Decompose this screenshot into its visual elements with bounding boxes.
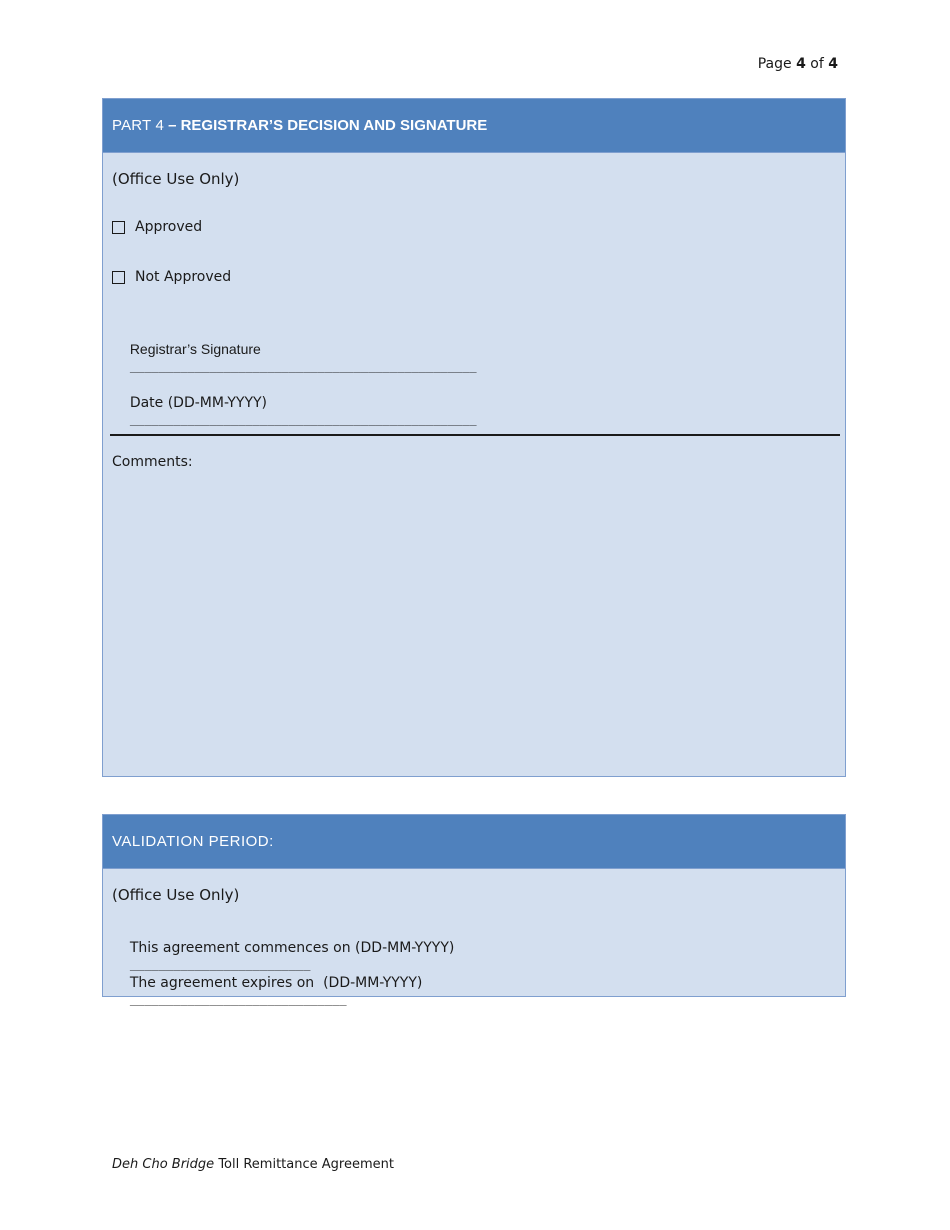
expires-field[interactable]: ______________________________: [129, 992, 347, 1006]
footer-title-italic: Deh Cho Bridge: [112, 1157, 215, 1172]
date-field[interactable]: ________________________________________________: [129, 412, 477, 426]
expires-row: [112, 959, 422, 1023]
comments-field[interactable]: [103, 474, 845, 776]
approved-label: Approved: [135, 219, 203, 235]
date-label: Date (DD-MM-YYYY): [129, 395, 268, 411]
footer-title-rest: Toll Remittance Agreement: [218, 1157, 394, 1172]
validation-panel: [102, 814, 846, 1006]
part4-header-title: – REGISTRAR’S DECISION AND SIGNATURE: [168, 117, 488, 134]
validation-header-title: VALIDATION PERIOD:: [112, 833, 274, 850]
commences-label: This agreement commences on (DD-MM-YYYY): [129, 940, 455, 956]
page-prefix: Page: [757, 56, 792, 72]
page-number: [758, 56, 838, 72]
approved-option[interactable]: [112, 219, 202, 235]
approved-checkbox[interactable]: [112, 221, 125, 234]
not-approved-option[interactable]: [112, 269, 231, 285]
part4-header-part: PART 4: [112, 117, 165, 134]
commences-field[interactable]: _________________________: [129, 957, 311, 971]
part4-office-use: (Office Use Only): [112, 170, 240, 188]
page-current: 4: [796, 56, 806, 72]
footer: [112, 1157, 394, 1172]
not-approved-checkbox[interactable]: [112, 271, 125, 284]
expires-label: The agreement expires on (DD-MM-YYYY): [129, 975, 423, 991]
page-total: 4: [828, 56, 838, 72]
part4-panel: [102, 98, 846, 777]
signature-field[interactable]: ________________________________________________: [129, 359, 477, 373]
comments-label: Comments:: [112, 454, 193, 470]
part4-header: [103, 99, 845, 153]
validation-office-use: (Office Use Only): [112, 886, 240, 904]
validation-header: [103, 815, 845, 869]
signature-label: Registrar’s Signature: [129, 341, 261, 357]
page-of: of: [810, 56, 824, 72]
section-divider: [110, 434, 840, 436]
not-approved-label: Not Approved: [135, 269, 232, 285]
